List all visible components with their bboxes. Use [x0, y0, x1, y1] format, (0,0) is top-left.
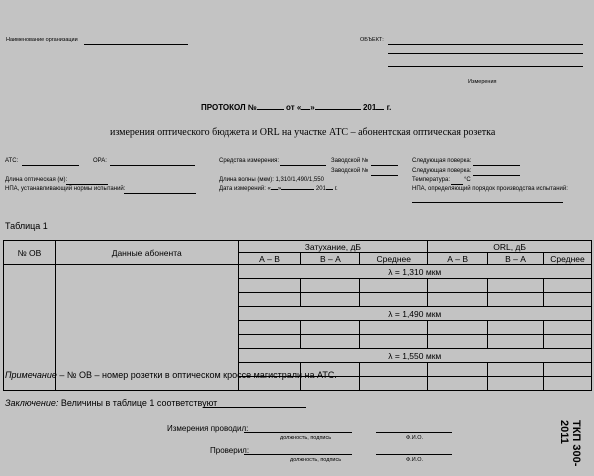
table-cell	[543, 377, 591, 391]
next-check-1: Следующая поверка:	[412, 158, 472, 164]
table-cell	[488, 293, 544, 307]
ora-label: ОРА:	[93, 158, 107, 164]
wave-row-1490: λ = 1,490 мкм	[238, 307, 591, 321]
optical-length-label: Длина оптическая (м):	[5, 177, 68, 183]
conducted-name-line	[376, 432, 452, 433]
table-cell	[428, 321, 488, 335]
organization-line	[84, 44, 188, 45]
table-cell	[360, 321, 428, 335]
table-cell	[238, 335, 301, 349]
col-subscriber-header: Данные абонента	[55, 241, 238, 265]
table-cell	[238, 321, 301, 335]
protocol-subtitle: измерения оптического бюджета и ORL на участке АТС – абонентская оптическая розетка	[110, 127, 496, 138]
table-cell	[301, 279, 360, 293]
wave-row-1550: λ = 1,550 мкм	[238, 349, 591, 363]
table-cell	[488, 279, 544, 293]
table-cell	[488, 335, 544, 349]
table-cell	[301, 321, 360, 335]
checked-sign-line	[244, 454, 352, 455]
note-text: – № ОВ – номер розетки в оптическом кроссе магистрали на АТС.	[59, 370, 337, 380]
conducted-label: Измерения проводил:	[167, 424, 249, 433]
wave-row-1310: λ = 1,310 мкм	[238, 265, 591, 279]
sub-ab-orl: А – В	[428, 253, 488, 265]
sub-avg-attenuation: Среднее	[360, 253, 428, 265]
table-cell	[543, 321, 591, 335]
table-cell	[488, 363, 544, 377]
position-sign-caption-1: должность, подпись	[280, 435, 332, 441]
ats-line	[22, 165, 79, 166]
instruments-label: Средства измерения:	[219, 158, 280, 164]
sub-ab-attenuation: А – В	[238, 253, 301, 265]
conclusion	[5, 398, 217, 408]
table-cell	[543, 279, 591, 293]
protocol-title: ПРОТОКОЛ № от « » 201 г.	[201, 103, 392, 112]
npa-procedure-label: НПА, определяющий порядок производства испытаний:	[412, 186, 568, 192]
table-cell	[543, 335, 591, 349]
npa-norms-line	[124, 193, 196, 194]
table-cell	[360, 335, 428, 349]
object-line-3	[388, 66, 583, 67]
ats-label: АТС:	[5, 158, 19, 164]
name-caption-1: Ф.И.О.	[406, 435, 423, 441]
checked-label: Проверил:	[210, 446, 250, 455]
optical-length-line	[66, 184, 108, 185]
next-check-1-line	[473, 165, 520, 166]
table-cell	[488, 377, 544, 391]
conducted-sign-line	[244, 432, 352, 433]
conclusion-line	[203, 407, 306, 408]
table-cell	[238, 279, 301, 293]
sub-ba-attenuation: В – А	[301, 253, 360, 265]
document-code: ТКП 300-2011	[558, 420, 582, 467]
measurement-table	[3, 240, 592, 391]
factory-no-2: Заводской №	[331, 168, 369, 174]
table-cell	[543, 363, 591, 377]
table-cell	[428, 335, 488, 349]
factory-no-2-line	[371, 175, 398, 176]
orl-header: ORL, дБ	[428, 241, 592, 253]
position-sign-caption-2: должность, подпись	[290, 457, 342, 463]
table-cell	[360, 293, 428, 307]
instruments-line	[280, 165, 326, 166]
table-cell	[428, 293, 488, 307]
object-label: ОБЪЕКТ:	[360, 37, 384, 43]
table-caption: Таблица 1	[5, 221, 48, 231]
table-cell	[360, 279, 428, 293]
factory-no-1-line	[371, 165, 398, 166]
name-caption-2: Ф.И.О.	[406, 457, 423, 463]
table-cell	[301, 335, 360, 349]
npa-norms-label: НПА, устанавливающий нормы испытаний:	[5, 186, 126, 192]
table-cell	[238, 293, 301, 307]
object-line-1	[388, 44, 583, 45]
next-check-2: Следующая поверка:	[412, 168, 472, 174]
table-cell	[488, 321, 544, 335]
conclusion-label: Заключение:	[5, 398, 59, 408]
temperature-line	[451, 184, 463, 185]
table-cell	[360, 377, 428, 391]
measure-date-label: Дата измерений: « » 201 г.	[219, 186, 338, 192]
checked-name-line	[376, 454, 452, 455]
sub-avg-orl: Среднее	[543, 253, 591, 265]
measurements-label: Измерения	[468, 79, 497, 85]
organization-label: Наименование организации	[6, 37, 78, 43]
table-cell	[360, 363, 428, 377]
table-cell	[428, 363, 488, 377]
table-cell	[543, 293, 591, 307]
col-ov-header: № ОВ	[4, 241, 56, 265]
attenuation-header: Затухание, дБ	[238, 241, 428, 253]
conclusion-text: Величины в таблице 1 соответствуют	[60, 398, 218, 408]
note-label: Примечание	[5, 370, 57, 380]
table-cell	[301, 293, 360, 307]
wavelength-label: Длина волны (мкм): 1,310/1,490/1,550	[219, 177, 324, 183]
table-cell	[428, 377, 488, 391]
ora-line	[110, 165, 195, 166]
factory-no-1: Заводской №	[331, 158, 369, 164]
npa-procedure-line	[412, 202, 563, 203]
note	[5, 370, 337, 380]
object-line-2	[388, 53, 583, 54]
next-check-2-line	[473, 175, 520, 176]
sub-ba-orl: В – А	[488, 253, 544, 265]
temperature-unit: °С	[464, 177, 471, 183]
table-cell	[428, 279, 488, 293]
temperature-label: Температура:	[412, 177, 451, 183]
